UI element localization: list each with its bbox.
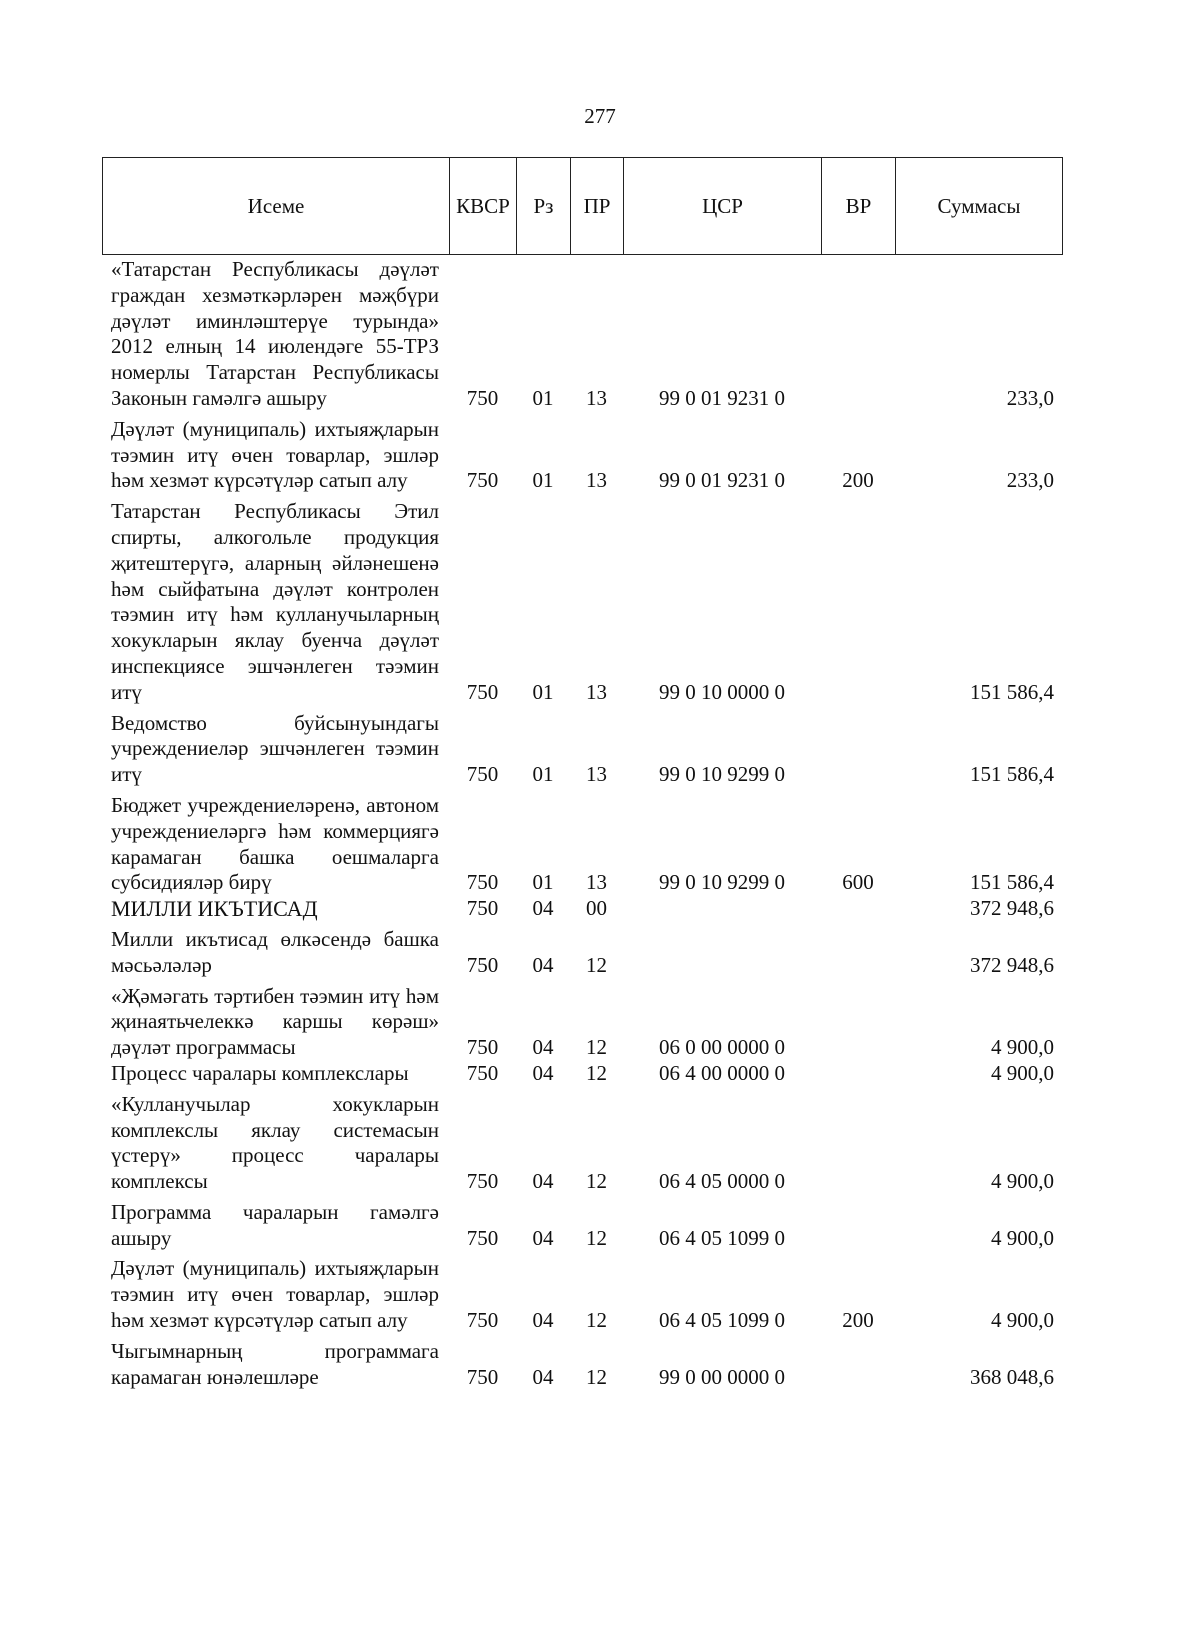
row-pr: 12 [586,1364,607,1389]
row-sum: 4 900,0 [991,1308,1054,1333]
row-kvsr: 750 [466,679,499,704]
table-row [102,1339,1062,1396]
row-name: «Кулланучылар хокукларын комплекслы яклау системасын үстерү» процесс чаралары комплексы [111,1091,439,1194]
row-name: Милли икътисад өлкәсендә башка мәсьәләләр [111,926,439,977]
row-kvsr: 750 [466,1225,499,1250]
row-pr: 00 [586,896,607,921]
row-sum: 151 586,4 [970,762,1054,787]
row-pr: 13 [586,385,607,410]
row-pr: 12 [586,1225,607,1250]
row-kvsr: 750 [466,952,499,977]
row-rz: 04 [532,1308,554,1333]
table-row [102,257,1062,417]
header-kvsr: КВСР [450,158,517,255]
row-sum: 368 048,6 [970,1364,1054,1389]
row-sum: 4 900,0 [991,1225,1054,1250]
table-row [102,793,1062,896]
row-name: Татарстан Республикасы Этил спирты, алкогольле продукция җитештерүгә, аларның әйләнешенә һәм сыйфатына дәүләт контролен тәэмин итү һәм кулланучыларның хокукларын яклау буенча дәүләт инспекциясе эшчәнлеген тәэмин итү [111,499,439,704]
row-pr: 13 [586,870,607,895]
row-sum: 372 948,6 [970,952,1054,977]
row-kvsr: 750 [466,468,499,493]
table-row [102,1200,1062,1257]
row-name: Чыгымнарның программага карамаган юнәлешләре [111,1338,439,1389]
table-header [102,157,1063,255]
row-pr: 13 [586,468,607,493]
row-vr [821,984,895,1061]
table-row [102,896,1062,927]
row-name: Дәүләт (муниципаль) ихтыяҗларын тәэмин итү өчен товарлар, эшләр һәм хезмәт күрсәтүләр сатып алу [111,1256,439,1333]
row-rz: 04 [532,896,554,921]
row-csr: 99 0 00 0000 0 [659,1364,785,1389]
row-vr [821,1339,895,1396]
row-pr: 13 [586,679,607,704]
row-vr [821,499,895,710]
row-csr: 99 0 10 9299 0 [659,762,785,787]
row-rz: 01 [532,468,554,493]
row-rz: 04 [532,1364,554,1389]
row-vr [821,927,895,984]
row-csr: 06 4 05 0000 0 [659,1169,785,1194]
header-rz: Рз [517,158,571,255]
row-csr: 99 0 01 9231 0 [659,385,785,410]
row-name: Бюджет учреждениеләренә, автоном учреждениеләргә һәм коммерциягә карамаган башка оешмаларга субсидияләр бирү [111,792,439,895]
header-sum: Суммасы [896,158,1063,255]
row-pr: 12 [586,952,607,977]
row-csr: 99 0 10 9299 0 [659,870,785,895]
header-csr: ЦСР [624,158,822,255]
row-sum: 4 900,0 [991,1060,1054,1085]
row-vr [821,711,895,793]
row-name: МИЛЛИ ИКЪТИСАД [111,896,318,922]
row-vr [821,1092,895,1200]
row-sum: 151 586,4 [970,679,1054,704]
table-row [102,711,1062,793]
table-row [102,499,1062,710]
header-vr: ВР [822,158,896,255]
row-rz: 01 [532,762,554,787]
row-sum: 233,0 [1006,468,1054,493]
row-sum: 4 900,0 [991,1169,1054,1194]
row-vr [821,257,895,417]
row-pr: 12 [586,1308,607,1333]
row-csr: 06 4 00 0000 0 [659,1060,785,1085]
row-kvsr: 750 [466,1169,499,1194]
table-row [102,1092,1062,1200]
row-kvsr: 750 [466,1060,499,1085]
row-name: Программа чараларын гамәлгә ашыру [111,1199,439,1250]
row-kvsr: 750 [466,1364,499,1389]
row-sum: 151 586,4 [970,870,1054,895]
table-row [102,417,1062,499]
row-name: Процесс чаралары комплекслары [111,1060,409,1085]
row-sum: 372 948,6 [970,896,1054,921]
row-rz: 04 [532,1169,554,1194]
row-sum: 4 900,0 [991,1035,1054,1060]
row-csr: 06 4 05 1099 0 [659,1308,785,1333]
table-row [102,984,1062,1061]
row-sum: 233,0 [1006,385,1054,410]
row-pr: 12 [586,1169,607,1194]
row-vr: 200 [842,1308,874,1333]
header-name: Исеме [103,158,450,255]
budget-table [102,257,1062,1395]
row-csr [623,896,821,927]
row-pr: 12 [586,1060,607,1085]
row-csr: 06 4 05 1099 0 [659,1225,785,1250]
row-csr: 99 0 01 9231 0 [659,468,785,493]
row-vr [821,896,895,927]
row-kvsr: 750 [466,870,499,895]
row-kvsr: 750 [466,762,499,787]
row-csr: 06 0 00 0000 0 [659,1035,785,1060]
row-vr: 600 [842,870,874,895]
row-name: Дәүләт (муниципаль) ихтыяҗларын тәэмин итү өчен товарлар, эшләр һәм хезмәт күрсәтүләр сатып алу [111,416,439,493]
row-pr: 13 [586,762,607,787]
row-rz: 04 [532,1060,554,1085]
row-name: «Җәмәгать тәртибен тәэмин итү һәм җинаятьчелеккә каршы көрәш» дәүләт программасы [111,983,439,1060]
row-rz: 04 [532,952,554,977]
row-rz: 04 [532,1035,554,1060]
row-kvsr: 750 [466,1035,499,1060]
row-csr [623,927,821,984]
row-name: Ведомство буйсынуындагы учреждениеләр эшчәнлеген тәэмин итү [111,710,439,787]
row-csr: 99 0 10 0000 0 [659,679,785,704]
row-rz: 04 [532,1225,554,1250]
row-kvsr: 750 [466,896,499,921]
row-pr: 12 [586,1035,607,1060]
row-vr [821,1200,895,1257]
row-rz: 01 [532,679,554,704]
page-number: 277 [584,104,616,128]
row-kvsr: 750 [466,1308,499,1333]
row-vr: 200 [842,468,874,493]
table-row [102,1256,1062,1338]
row-rz: 01 [532,385,554,410]
row-kvsr: 750 [466,385,499,410]
row-rz: 01 [532,870,554,895]
row-name: «Татарстан Республикасы дәүләт граждан хезмәткәрләрен мәҗбүри дәүләт иминләштерүе турында» 2012 елның 14 июлендәге 55-ТРЗ номерлы Татарстан Республикасы Законын гамәлгә ашыру [111,257,439,410]
row-vr [821,1061,895,1092]
header-pr: ПР [571,158,624,255]
table-row [102,927,1062,984]
table-row [102,1061,1062,1092]
